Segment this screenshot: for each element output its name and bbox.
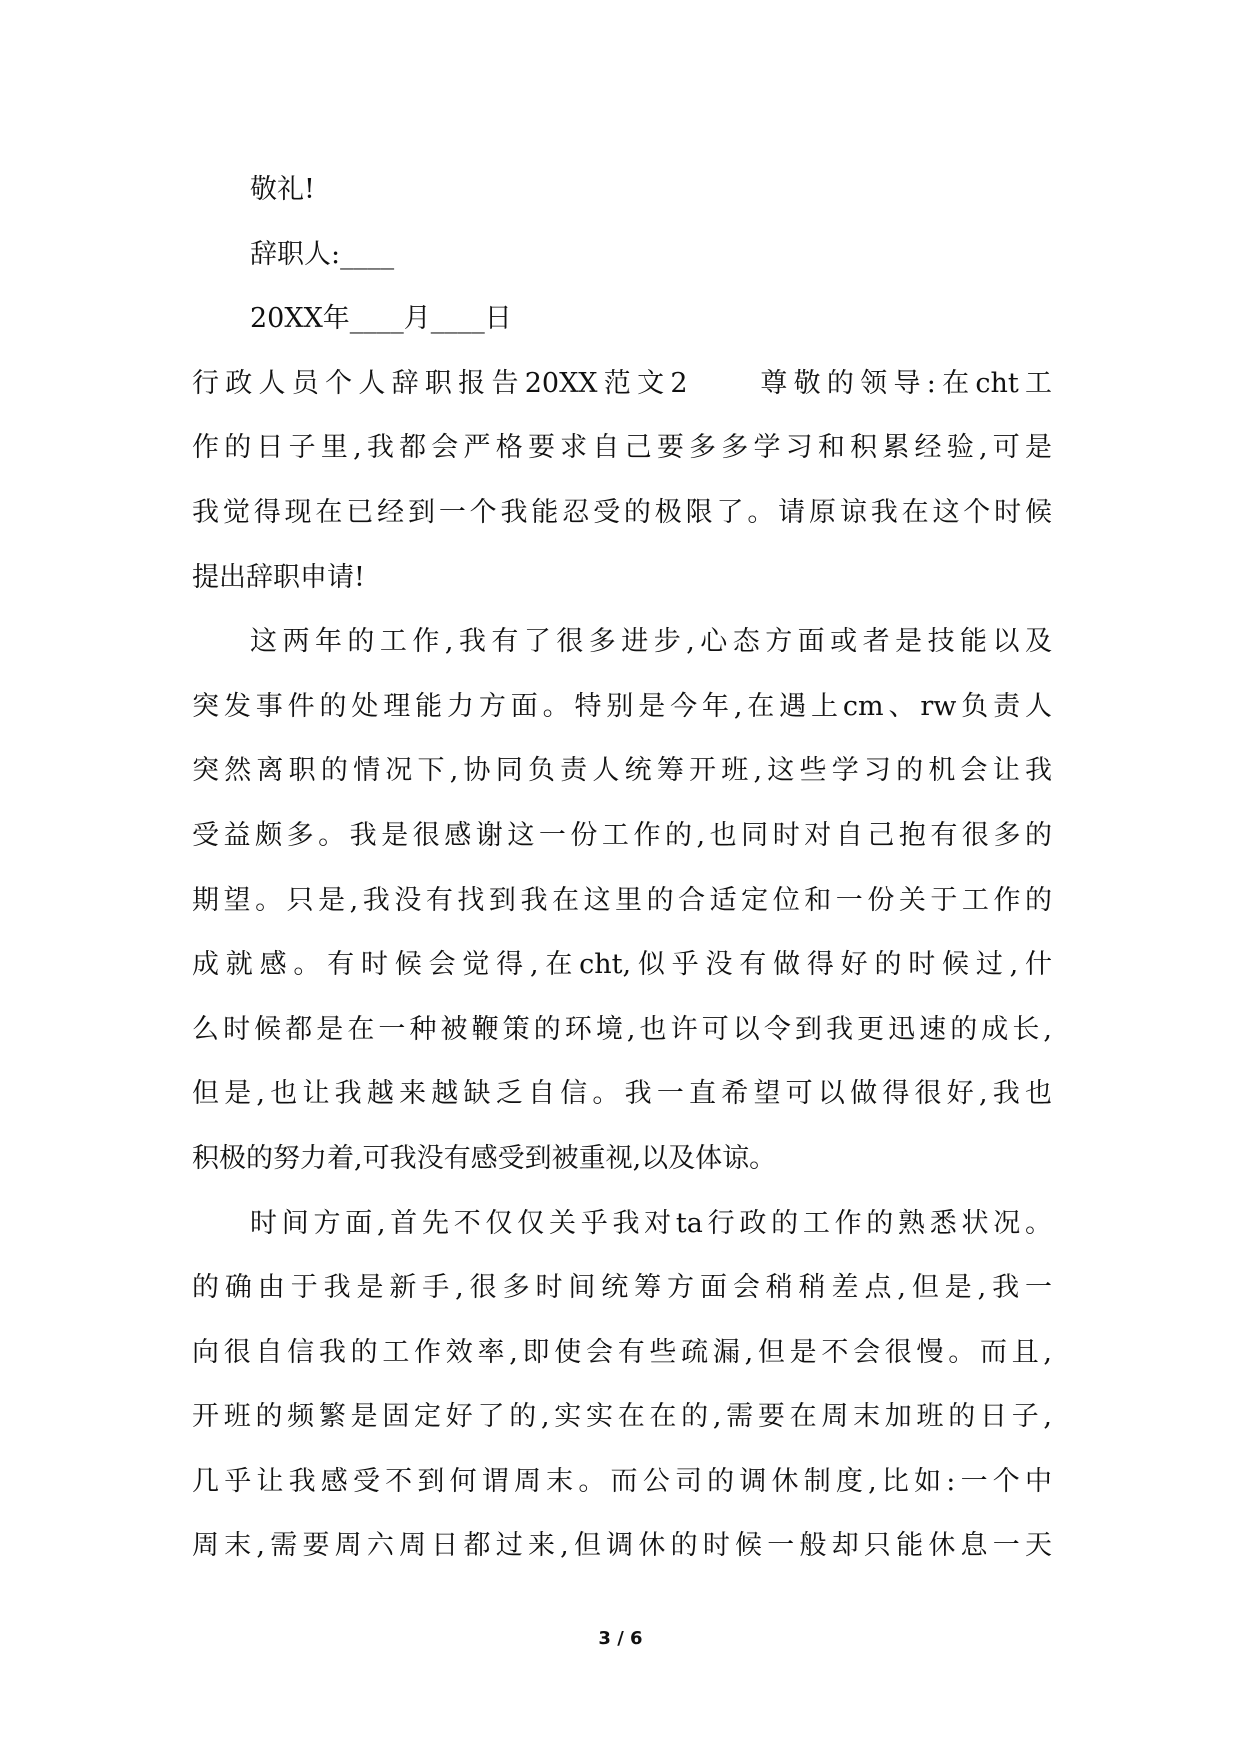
paragraph-first-line: 时间方面,首先不仅仅关乎我对ta行政的工作的熟悉状况。 bbox=[250, 1207, 1052, 1239]
body-line: 成就感。有时候会觉得,在cht,似乎没有做得好的时候过,什 bbox=[192, 949, 1052, 981]
body-line: 期望。只是,我没有找到我在这里的合适定位和一份关于工作的 bbox=[192, 884, 1052, 916]
document-body bbox=[192, 158, 1052, 1579]
body-line: 但是,也让我越来越缺乏自信。我一直希望可以做得很好,我也 bbox=[192, 1078, 1052, 1110]
body-line: 么时候都是在一种被鞭策的环境,也许可以令到我更迅速的成长, bbox=[192, 1013, 1052, 1045]
body-line: 提出辞职申请! bbox=[192, 561, 365, 593]
paragraph-first-line: 这两年的工作,我有了很多进步,心态方面或者是技能以及 bbox=[250, 626, 1052, 658]
body-line: 开班的频繁是固定好了的,实实在在的,需要在周末加班的日子, bbox=[192, 1401, 1052, 1433]
body-line: 作的日子里,我都会严格要求自己要多多学习和积累经验,可是 bbox=[192, 432, 1052, 464]
page-number: 3 / 6 bbox=[598, 1628, 643, 1649]
closing-salutation: 敬礼! bbox=[250, 174, 315, 205]
date-line: 20XX年____月____日 bbox=[250, 303, 512, 335]
section-title-line: 行政人员个人辞职报告20XX范文2 尊敬的领导:在cht工 bbox=[192, 367, 1052, 399]
body-line: 突然离职的情况下,协同负责人统筹开班,这些学习的机会让我 bbox=[192, 755, 1052, 787]
body-line: 受益颇多。我是很感谢这一份工作的,也同时对自己抱有很多的 bbox=[192, 819, 1052, 851]
body-line: 积极的努力着,可我没有感受到被重视,以及体谅。 bbox=[192, 1142, 777, 1174]
body-line: 的确由于我是新手,很多时间统筹方面会稍稍差点,但是,我一 bbox=[192, 1272, 1052, 1304]
body-line: 几乎让我感受不到何谓周末。而公司的调休制度,比如:一个中 bbox=[192, 1465, 1052, 1497]
body-line: 周末,需要周六周日都过来,但调休的时候一般却只能休息一天 bbox=[192, 1530, 1052, 1562]
signer-line: 辞职人:____ bbox=[250, 238, 395, 270]
body-line: 突发事件的处理能力方面。特别是今年,在遇上cm、rw负责人 bbox=[192, 690, 1052, 722]
body-line: 向很自信我的工作效率,即使会有些疏漏,但是不会很慢。而且, bbox=[192, 1336, 1052, 1368]
body-line: 我觉得现在已经到一个我能忍受的极限了。请原谅我在这个时候 bbox=[192, 496, 1052, 528]
